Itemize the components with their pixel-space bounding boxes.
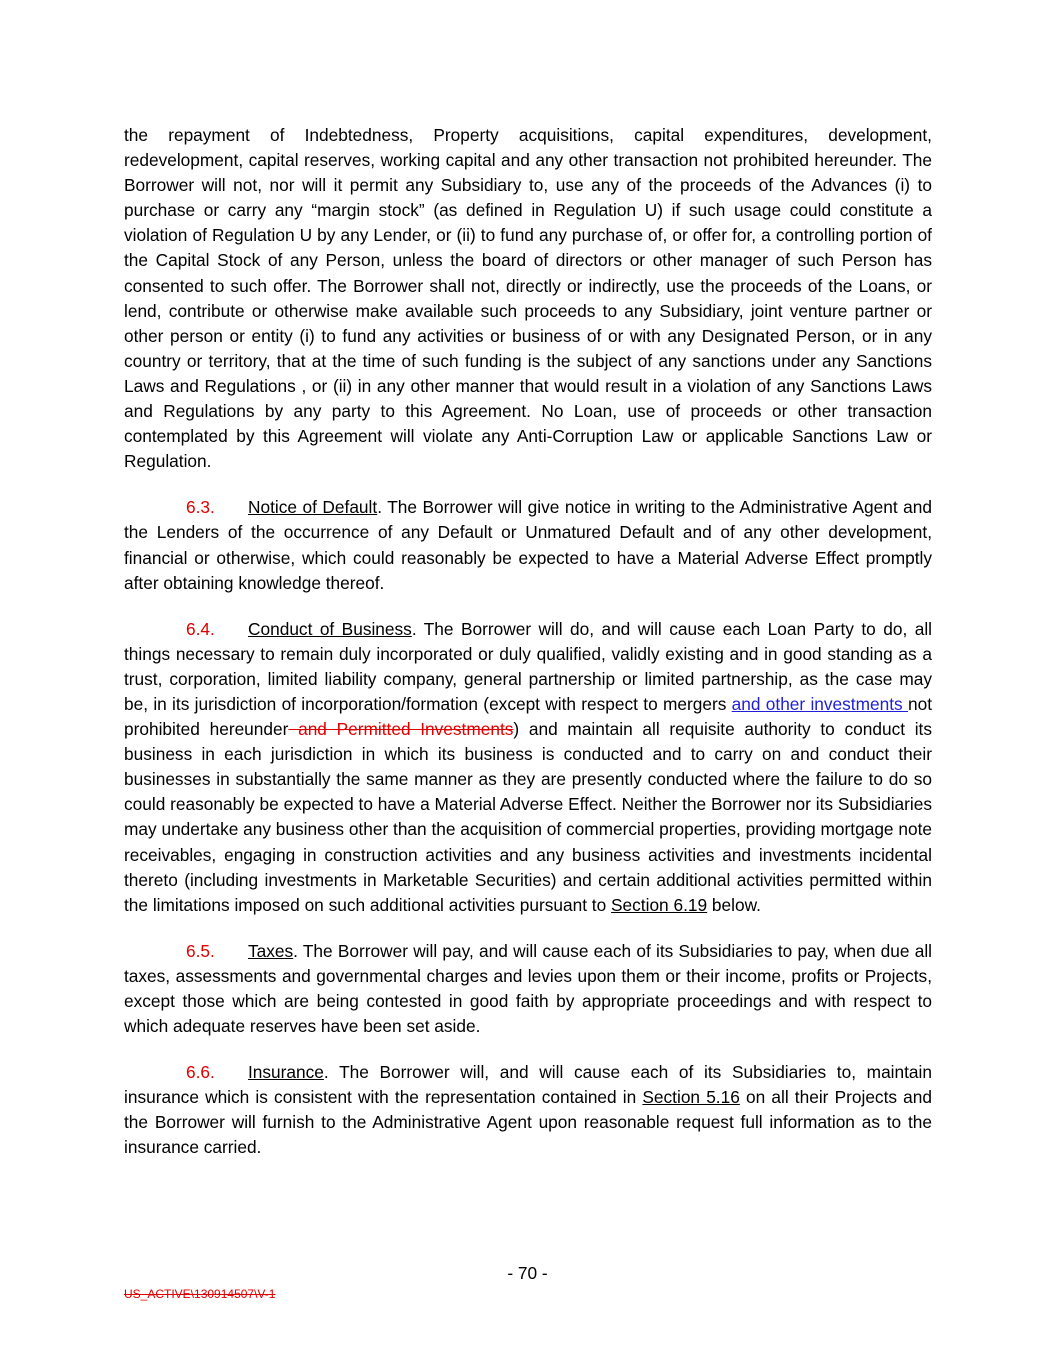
section-number: 6.5. <box>186 940 215 961</box>
section-text: on all their Projects and the Borrower will furnish to the Administrative Agent upon reasonable request full information as to the insurance carried. <box>124 1087 932 1158</box>
intro-paragraph: the repayment of Indebtedness, Property acquisitions, capital expenditures, development, redevelopment, capital reserves, working capital and any other transaction not prohibited hereunder. The Borrower will not, nor will it permit any Subsidiary to, use any of the proceeds of the Advances (i) to purchase or carry any “margin stock” (as defined in Regulation U) if such usage could constitute a violation of Regulation U by any Lender, or (ii) to fund any purchase of, or offer for, a controlling portion of the Capital Stock of any Person, unless the board of directors or other manager of such Person has consented to such offer. The Borrower shall not, directly or indirectly, use the proceeds of the Loans, or lend, contribute or otherwise make available such proceeds to any Subsidiary, joint venture partner or other person or entity (i) to fund any activities or business of or with any Designated Person, or in any country or territory, that at the time of such funding is the subject of any sanctions under any Sanctions Laws and Regulations , or (ii) in any other manner that would result in a violation of any Sanctions Laws and Regulations by any party to this Agreement. No Loan, use of proceeds or other transaction contemplated by this Agreement will violate any Anti-Corruption Law or applicable Sanctions Law or Regulation. <box>124 125 932 472</box>
section-text: . The Borrower will give notice in writing to the Administrative Agent and the Lenders of the occurrence of any Default or Unmatured Default and of any other development, financial or otherwise, which could reasonably be expected to have a Material Adverse Effect promptly after obtaining knowledge thereof. <box>124 497 932 593</box>
section-number: 6.6. <box>186 1062 215 1083</box>
section-title: Insurance <box>248 1062 324 1083</box>
section-text: . The Borrower will pay, and will cause each of its Subsidiaries to pay, when due all taxes, assessments and governmental charges and levies upon them or their income, profits or Projects, except those which are being contested in good faith by appropriate proceedings and with respect to which adequate reserves have been set aside. <box>124 940 932 1037</box>
section-text: . The Borrower will, and will cause each of its Subsidiaries to, maintain insurance which is consistent with the representation contained in <box>124 1062 932 1108</box>
inserted-revision: and other investments <box>731 693 908 714</box>
section-title: Notice of Default <box>248 497 378 518</box>
section-text: not prohibited hereunder <box>124 693 932 740</box>
section-number: 6.3. <box>186 497 215 518</box>
section-reference: Section 6.19 <box>611 894 708 915</box>
section-title: Conduct of Business <box>248 618 412 639</box>
deleted-revision: and Permitted Investments <box>288 719 514 740</box>
section-reference: Section 5.16 <box>642 1087 740 1108</box>
section-text: ) and maintain all requisite authority to conduct its business in each jurisdiction in which its business is conducted and to carry on and conduct their businesses in substantially the same manner as they are presently conducted where the failure to do so could reasonably be expected to have a Material Adverse Effect. Neither the Borrower nor its Subsidiaries may undertake any business other than the acquisition of commercial properties, providing mortgage note receivables, engaging in construction activities and any business activities and investments incidental thereto (including investments in Marketable Securities) and certain additional activities permitted within the limitations imposed on such additional activities pursuant to <box>124 719 932 915</box>
section-text: . The Borrower will do, and will cause each Loan Party to do, all things necessary to remain duly incorporated or duly qualified, validly existing and in good standing as a trust, corporation, limited liability company, general partnership or limited partnership, as the case may be, in its jurisdiction of incorporation/formation (except with respect to mergers <box>124 618 932 714</box>
page-number: - 70 - <box>507 1263 548 1283</box>
section-6-5 <box>124 939 932 1039</box>
section-number: 6.4. <box>186 618 215 639</box>
section-text: below. <box>707 894 761 915</box>
section-6-3 <box>124 495 932 595</box>
section-title: Taxes <box>248 940 294 961</box>
section-6-4 <box>124 617 932 918</box>
document-body <box>124 123 932 1161</box>
section-6-6 <box>124 1060 932 1160</box>
document-id: US_ACTIVE\130914507\V-1 <box>124 1287 276 1301</box>
